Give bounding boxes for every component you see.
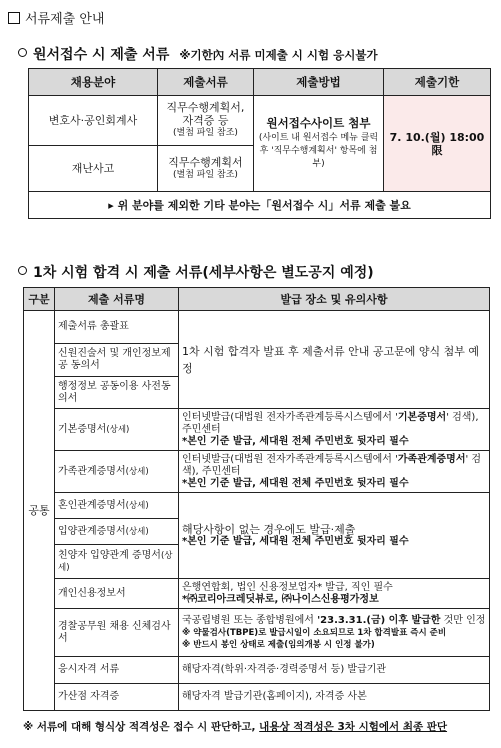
table-row (24, 579, 490, 609)
section1-heading (18, 44, 378, 64)
docname-note: (상세) (125, 526, 149, 537)
circle-bullet-icon (18, 48, 27, 57)
docname-cell (55, 545, 179, 579)
table-footer-row (29, 192, 491, 219)
footer-note (23, 719, 447, 734)
info-note: ※ 반드시 봉인 상태로 제출(임의개봉 시 인정 불가) (182, 639, 375, 650)
docname-cell (55, 409, 179, 451)
col-header-deadline: 제출기한 (384, 69, 491, 96)
info-bold-note: *㈜코리아크레딧뷰로, ㈜나이스신용평가정보 (182, 593, 379, 605)
info-emphasis: 기본증명서 (397, 411, 447, 423)
col-header-info: 발급 장소 및 유의사항 (179, 288, 490, 311)
docname-note: (상세) (106, 424, 130, 435)
footer-note-cell: ▸ 위 분야를 제외한 기타 분야는「원서접수 시」서류 제출 불요 (29, 192, 491, 219)
docname-cell: 신원진술서 및 개인정보제공 동의서 (55, 344, 179, 377)
checkbox-square-icon (8, 12, 20, 24)
col-header-group: 구분 (24, 288, 55, 311)
info-text: 것만 인정 (440, 614, 486, 626)
info-emphasis: '23.3.31.(금) 이후 발급한 (317, 614, 441, 626)
docname-cell (55, 519, 179, 545)
table-row (24, 657, 490, 684)
table-row (24, 684, 490, 711)
info-bold-note: *본인 기준 발급, 세대원 전체 주민번호 뒷자리 필수 (182, 435, 409, 447)
footer-underline-text: 내용상 적격성은 3차 시험에서 최종 판단 (259, 721, 448, 733)
table-row (24, 451, 490, 493)
info-bold-note: *본인 기준 발급, 세대원 전체 주민번호 뒷자리 필수 (182, 535, 409, 547)
method-note: (사이트 내 원서접수 메뉴 클릭 후 '직무수행계획서' 항목에 첨부) (258, 132, 379, 169)
info-text: 국공립병원 또는 종합병원에서 (182, 614, 318, 626)
docname-cell: 개인신용정보서 (55, 579, 179, 609)
application-docs-table (28, 68, 491, 219)
info-cell (179, 451, 490, 493)
info-note: ※ 약물검사(TBPE)로 발급시일이 소요되므로 1차 합격발표 즉시 준비 (182, 627, 447, 638)
info-emphasis: 가족관계증명서 (397, 453, 466, 465)
docs-cell (158, 146, 254, 192)
info-text: ' 검색), 주민센터 (182, 453, 482, 477)
docname-note: (상세) (58, 550, 173, 573)
table-row (24, 409, 490, 451)
table-row (24, 493, 490, 519)
method-cell (254, 96, 384, 192)
docs-text: 직무수행계획서, 자격증 등 (166, 101, 245, 127)
docname-note: (상세) (125, 466, 149, 477)
docname-cell: 응시자격 서류 (55, 657, 179, 684)
table-row (24, 311, 490, 344)
docname-cell: 제출서류 총괄표 (55, 311, 179, 344)
info-cell: 1차 시험 합격자 발표 후 제출서류 안내 공고문에 양식 첨부 예정 (179, 311, 490, 409)
page-title (8, 8, 104, 27)
docname-text: 혼인관계증명서 (58, 499, 126, 511)
table-header-row (24, 288, 490, 311)
docname-text: 기본증명서 (58, 423, 107, 435)
group-cell: 공통 (24, 311, 55, 711)
docname-text: 친양자 입양관계 증명서 (58, 549, 161, 561)
deadline-cell: 7. 10.(월) 18:00限 (384, 96, 491, 192)
info-text: ' 검색), 주민센터 (182, 411, 479, 435)
info-cell (179, 579, 490, 609)
docname-cell: 행정정보 공동이용 사전동의서 (55, 377, 179, 409)
docs-note: (별첨 파일 참조) (173, 128, 238, 138)
col-header-method: 제출방법 (254, 69, 384, 96)
docname-text: 가족관계증명서 (58, 465, 126, 477)
method-main: 원서접수사이트 첨부 (266, 115, 371, 130)
info-bold-note: *본인 기준 발급, 세대원 전체 주민번호 뒷자리 필수 (182, 477, 409, 489)
first-exam-docs-table (23, 287, 490, 711)
info-text: 해당사항이 없는 경우에도 발급·제출 (182, 522, 356, 536)
section2-title: 1차 시험 합격 시 제출 서류(세부사항은 별도공지 예정) (33, 265, 374, 281)
info-cell (179, 609, 490, 657)
table-header-row (29, 69, 491, 96)
info-cell (179, 409, 490, 451)
info-text: 은행연합회, 법인 신용정보업자* 발급, 직인 필수 (182, 581, 393, 593)
docname-cell: 경찰공무원 채용 신체검사서 (55, 609, 179, 657)
field-cell: 변호사·공인회계사 (29, 96, 158, 146)
table-row (29, 96, 491, 146)
col-header-field: 채용분야 (29, 69, 158, 96)
info-cell (179, 493, 490, 579)
docname-note: (상세) (125, 500, 149, 511)
section2-heading (18, 262, 374, 282)
circle-bullet-icon (18, 266, 27, 275)
col-header-docs: 제출서류 (158, 69, 254, 96)
section1-title: 원서접수 시 제출 서류 (33, 47, 170, 63)
footer-text: ※ 서류에 대해 형식상 적격성은 접수 시 판단하고, (23, 721, 256, 733)
docname-cell: 가산점 자격증 (55, 684, 179, 711)
info-cell: 해당자격(학위·자격증·경력증명서 등) 발급기관 (179, 657, 490, 684)
section1-note: ※기한內 서류 미제출 시 시험 응시불가 (179, 48, 378, 62)
col-header-docname: 제출 서류명 (55, 288, 179, 311)
field-cell: 재난사고 (29, 146, 158, 192)
docs-cell (158, 96, 254, 146)
info-text: 인터넷발급(대법원 전자가족관계등록시스템에서 ' (182, 411, 398, 423)
docname-cell (55, 451, 179, 493)
docname-text: 입양관계증명서 (58, 525, 126, 537)
docs-text: 직무수행계획서 (168, 155, 243, 169)
info-cell: 해당자격 발급기관(홈페이지), 자격증 사본 (179, 684, 490, 711)
docname-cell (55, 493, 179, 519)
docs-note: (별첨 파일 참조) (173, 169, 238, 180)
table-row (24, 609, 490, 657)
page-title-text: 서류제출 안내 (25, 12, 105, 27)
info-text: 인터넷발급(대법원 전자가족관계등록시스템에서 ' (182, 453, 398, 465)
